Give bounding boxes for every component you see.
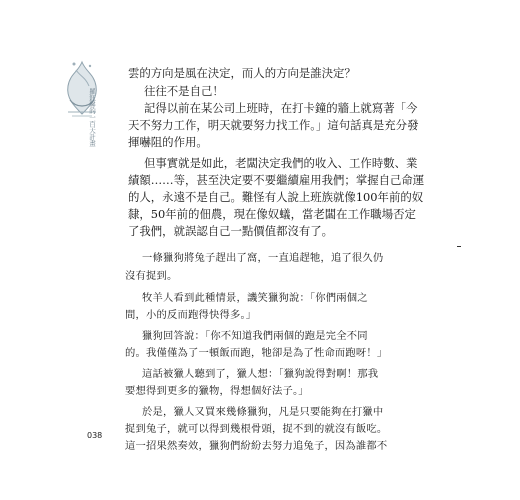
section1-line-5: 但事實就是如此，老闆決定我們的收入、工作時數、業 bbox=[144, 156, 418, 170]
margin-mark bbox=[457, 246, 461, 247]
section2-line-1: 沒有捉到。 bbox=[125, 270, 178, 282]
section1-line-3: 天不努力工作，明天就要努力找工作。」這句話真是充分發 bbox=[128, 118, 419, 132]
section1-line-8: 隸，50年前的佃農，現在像奴蟻，當老闆在工作職場否定 bbox=[128, 207, 416, 221]
section1-line-2: 記得以前在某公司上班時，在打卡鐘的牆上就寫著「今 bbox=[144, 101, 418, 115]
section1-line-7: 的人，永遠不是自己。難怪有人說上班族就像100年前的奴 bbox=[128, 190, 424, 204]
section2-line-8: 於是，獵人又買來幾條獵狗，凡是只要能夠在打獵中 bbox=[142, 406, 384, 418]
section2-line-9: 捉到兔子，就可以得到幾根骨頭，捉不到的就沒有飯吃。 bbox=[125, 423, 388, 435]
section2-line-4: 獵狗回答說：「你不知道我們兩個的跑是完全不同 bbox=[142, 330, 368, 342]
section2-line-3: 間，小的反而跑得快得多。」 bbox=[125, 309, 257, 321]
section1-line-0: 雲的方向是風在決定，而人的方向是誰決定？ bbox=[128, 66, 356, 80]
section2-line-7: 要想得到更多的獵物，得想個好法子。」 bbox=[125, 385, 309, 397]
book-logo-icon bbox=[56, 56, 108, 122]
section2-line-10: 這一招果然奏效，獵狗們紛紛去努力追兔子，因為誰都不 bbox=[125, 440, 388, 452]
section1-line-4: 揮嚇阻的作用。 bbox=[128, 135, 208, 149]
page-number: 038 bbox=[87, 431, 103, 440]
logo-text: 羅鈺馨的一百天計畫 bbox=[88, 88, 96, 147]
section2-line-5: 的。我僅僅為了一頓飯而跑，牠卻是為了性命而跑呀！」 bbox=[125, 347, 388, 359]
section2-line-0: 一條獵狗將兔子趕出了窩，一直追趕牠，追了很久仍 bbox=[142, 252, 384, 264]
section1-line-1: 往往不是自己！ bbox=[144, 84, 224, 98]
section1-line-6: 績額……等，甚至決定要不要繼續雇用我們；掌握自己命運 bbox=[128, 173, 425, 187]
section1-line-9: 了我們，就誤認自己一點價值都沒有了。 bbox=[128, 224, 334, 238]
section2-line-2: 牧羊人看到此種情景，譏笑獵狗說：「你們兩個之 bbox=[142, 292, 368, 304]
section2-line-6: 這話被獵人聽到了，獵人想：「獵狗說得對啊！那我 bbox=[142, 368, 379, 380]
